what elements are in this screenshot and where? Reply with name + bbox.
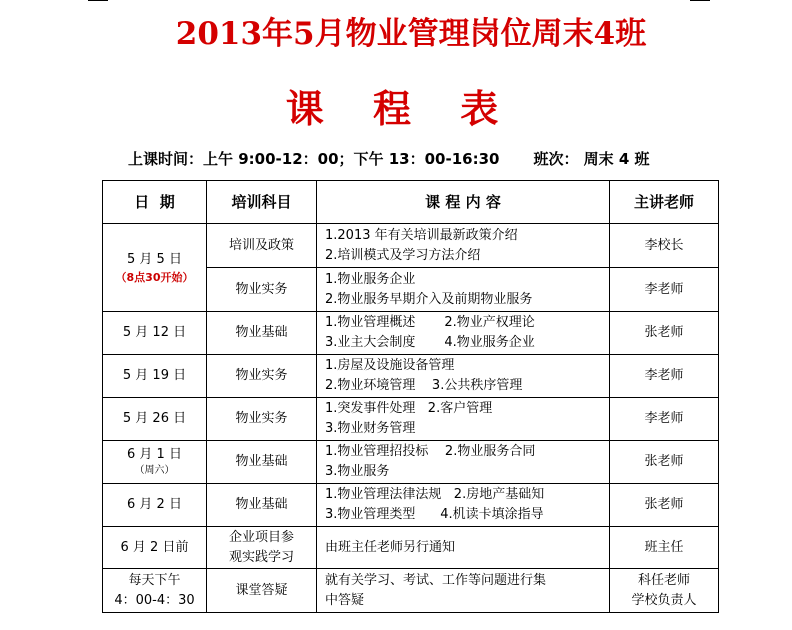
header-content: 课 程 内 容 xyxy=(317,181,610,224)
date-cell xyxy=(103,569,207,613)
content-cell xyxy=(317,268,610,312)
date-cell: 5 月 12 日 xyxy=(103,312,207,355)
teacher-cell: 李老师 xyxy=(610,398,719,441)
content-cell xyxy=(317,224,610,268)
date-line: 每天下午 xyxy=(128,572,181,588)
content-line: 3.业主大会制度 4.物业服务企业 xyxy=(325,335,535,350)
content-line: 2.培训模式及学习方法介绍 xyxy=(325,247,481,263)
subject-cell: 物业基础 xyxy=(207,312,317,355)
date-cell: 6 月 2 日前 xyxy=(103,527,207,569)
subject-cell: 培训及政策 xyxy=(207,224,317,268)
subject-cell xyxy=(207,527,317,569)
table-row xyxy=(103,224,719,268)
content-line: 3.物业服务 xyxy=(325,464,390,479)
document-subtitle: 课 程 表 xyxy=(285,86,517,131)
top-rule-left xyxy=(88,0,108,1)
content-cell: 由班主任老师另行通知 xyxy=(317,527,610,569)
content-line: 1.突发事件处理 2.客户管理 xyxy=(325,401,493,416)
teacher-line: 学校负责人 xyxy=(631,592,697,608)
content-line: 3.物业管理类型 4.机读卡填涂指导 xyxy=(325,507,544,522)
subject-cell: 物业基础 xyxy=(207,484,317,527)
header-date: 日 期 xyxy=(103,181,207,224)
teacher-cell: 李校长 xyxy=(610,224,719,268)
date-cell xyxy=(103,224,207,312)
subject-cell: 课堂答疑 xyxy=(207,569,317,613)
content-line: 1.物业管理法律法规 2.房地产基础知 xyxy=(325,487,545,502)
subject-cell: 物业实务 xyxy=(207,398,317,441)
content-line: 中答疑 xyxy=(325,592,365,608)
schedule-table xyxy=(102,180,719,613)
subject-cell: 物业基础 xyxy=(207,441,317,484)
header-teacher: 主讲老师 xyxy=(610,181,719,224)
date-cell: 5 月 26 日 xyxy=(103,398,207,441)
header-subject: 培训科目 xyxy=(207,181,317,224)
content-cell xyxy=(317,441,610,484)
teacher-line: 科任老师 xyxy=(637,572,690,588)
content-cell xyxy=(317,569,610,613)
table-header-row xyxy=(103,181,719,224)
teacher-cell: 张老师 xyxy=(610,312,719,355)
date-note: （8点30开始） xyxy=(115,270,194,284)
date-note: （周六） xyxy=(134,465,175,476)
content-line: 2.物业环境管理 3.公共秩序管理 xyxy=(325,378,523,393)
teacher-cell: 张老师 xyxy=(610,441,719,484)
subject-line: 企业项目参 xyxy=(228,529,294,545)
teacher-cell: 班主任 xyxy=(610,527,719,569)
table-row xyxy=(103,312,719,355)
content-cell xyxy=(317,484,610,527)
top-rule-right xyxy=(690,0,710,1)
teacher-cell: 李老师 xyxy=(610,355,719,398)
table-row xyxy=(103,527,719,569)
class-time: 上课时间：上午 9:00-12：00；下午 13：00-16:30 xyxy=(128,150,500,168)
content-line: 1.物业管理招投标 2.物业服务合同 xyxy=(325,444,536,459)
content-cell xyxy=(317,355,610,398)
date-text: 5 月 5 日 xyxy=(127,251,182,267)
table-row xyxy=(103,441,719,484)
content-line: 1.物业管理概述 2.物业产权理论 xyxy=(325,315,535,330)
teacher-cell xyxy=(610,569,719,613)
content-cell xyxy=(317,398,610,441)
content-line: 2.物业服务早期介入及前期物业服务 xyxy=(325,291,533,307)
subject-cell: 物业实务 xyxy=(207,268,317,312)
document-title: 2013年5月物业管理岗位周末4班 xyxy=(175,16,647,52)
content-cell xyxy=(317,312,610,355)
class-info-line xyxy=(128,148,650,169)
content-line: 1.2013 年有关培训最新政策介绍 xyxy=(325,227,518,243)
date-cell xyxy=(103,441,207,484)
teacher-cell: 张老师 xyxy=(610,484,719,527)
table-row xyxy=(103,355,719,398)
class-name: 班次： 周末 4 班 xyxy=(533,150,650,168)
subject-line: 观实践学习 xyxy=(228,549,294,565)
table-row xyxy=(103,484,719,527)
content-line: 3.物业财务管理 xyxy=(325,421,416,436)
date-line: 4：00-4：30 xyxy=(114,592,195,608)
subject-cell: 物业实务 xyxy=(207,355,317,398)
teacher-cell: 李老师 xyxy=(610,268,719,312)
date-text: 6 月 1 日 xyxy=(127,447,182,462)
date-cell: 6 月 2 日 xyxy=(103,484,207,527)
content-line: 1.房屋及设施设备管理 xyxy=(325,358,455,373)
date-cell: 5 月 19 日 xyxy=(103,355,207,398)
content-line: 1.物业服务企业 xyxy=(325,271,416,287)
table-row xyxy=(103,569,719,613)
table-row xyxy=(103,398,719,441)
content-line: 就有关学习、考试、工作等问题进行集 xyxy=(325,572,547,588)
